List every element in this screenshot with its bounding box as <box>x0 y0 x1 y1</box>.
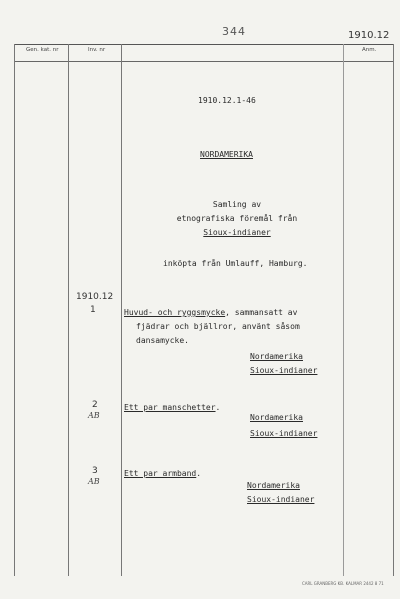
entry-2-people: Sioux-indianer <box>250 429 318 438</box>
entry-1-inv-no: 1 <box>90 305 96 315</box>
entry-3-description: Ett par armband. <box>124 469 202 478</box>
page-number: 344 <box>222 25 246 38</box>
entry-3-inv-extra: AB <box>88 477 100 486</box>
column-rule-right <box>393 44 394 576</box>
column-header-gen-kat-nr: Gen. kat. nr <box>26 47 59 53</box>
column-rule-gen-kat <box>68 44 69 576</box>
entry-1-description-line-2: fjädrar och bjällror, använt såsom <box>136 322 300 331</box>
intro-line-2: etnografiska föremål från <box>176 214 298 223</box>
entry-1-description-line-1: Huvud- och ryggsmycke, sammansatt av <box>124 308 298 317</box>
column-rule-anm <box>343 44 344 576</box>
entry-3-region: Nordamerika <box>247 481 300 490</box>
year-label: 1910.12 <box>348 30 390 41</box>
intro-line-1: Samling av <box>212 200 262 209</box>
catalog-range: 1910.12.1-46 <box>198 96 256 105</box>
entry-2-inv-extra: AB <box>88 411 100 420</box>
entry-1-people: Sioux-indianer <box>250 366 318 375</box>
column-rule-left <box>14 44 15 576</box>
entry-1-description-line-3: dansamycke. <box>136 336 189 345</box>
column-header-inv-nr: Inv. nr <box>88 47 106 53</box>
entry-2-description: Ett par manschetter. <box>124 403 221 412</box>
region-heading: NORDAMERIKA <box>200 150 253 159</box>
printer-imprint: CARL GRANBERG KB. KALMAR 2442 8 71 <box>302 581 384 586</box>
entry-2-inv-no: 2 <box>92 400 98 410</box>
entry-3-inv-no: 3 <box>92 466 98 476</box>
entry-1-inv-year: 1910.12 <box>76 292 114 302</box>
entry-2-region: Nordamerika <box>250 413 303 422</box>
entry-1-region: Nordamerika <box>250 352 303 361</box>
intro-line-3: Sioux-indianer <box>203 228 271 237</box>
column-rule-inv <box>121 44 122 576</box>
acquired-from: inköpta från Umlauff, Hamburg. <box>163 259 308 268</box>
header-bottom-rule <box>14 61 394 62</box>
entry-3-people: Sioux-indianer <box>247 495 315 504</box>
header-top-rule <box>14 44 394 45</box>
column-header-anm: Anm. <box>362 47 377 53</box>
